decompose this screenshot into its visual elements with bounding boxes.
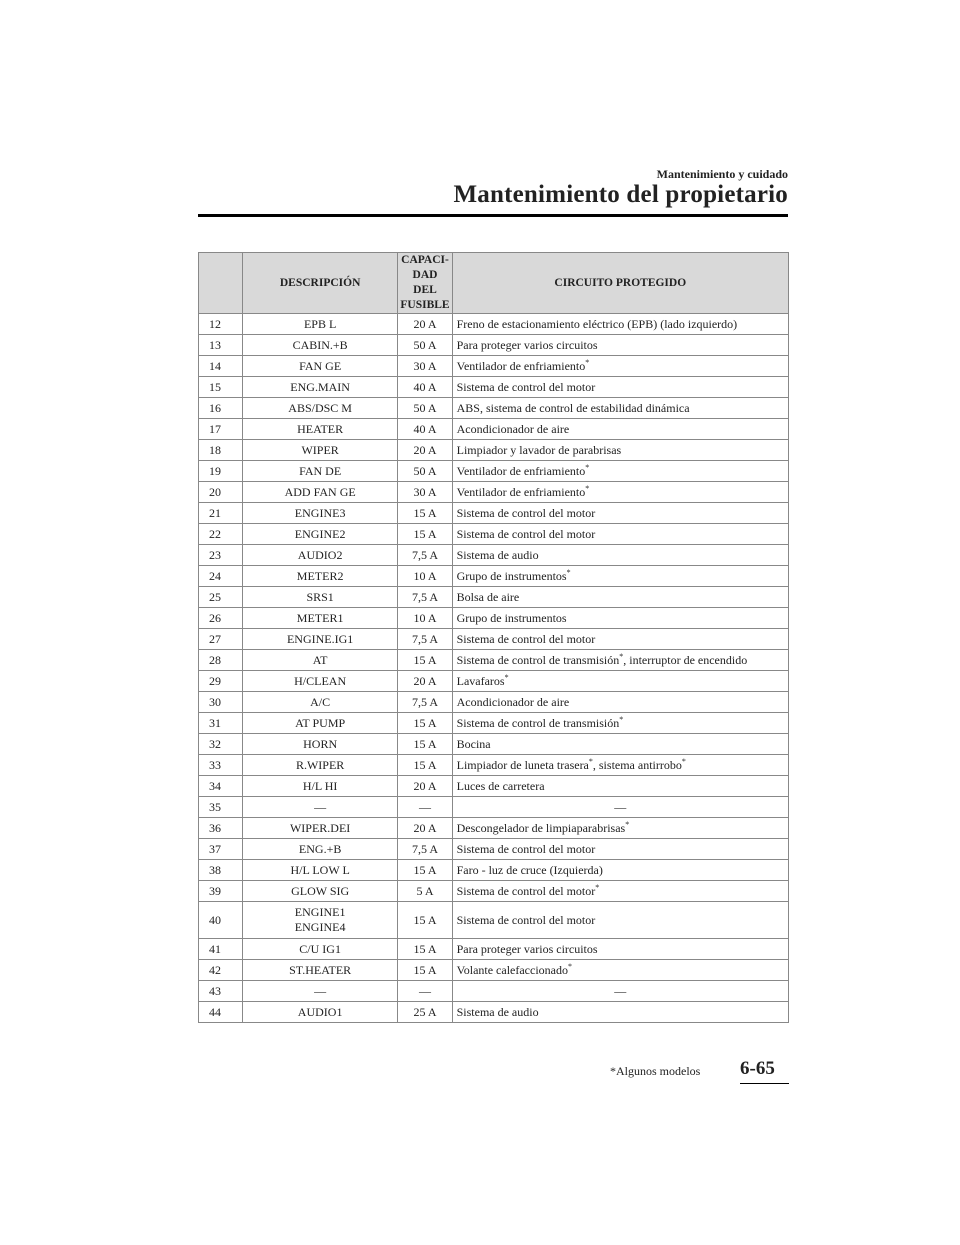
table-row xyxy=(199,671,789,692)
circuit-text: Acondicionador de aire xyxy=(456,694,570,709)
circuit-text: Para proteger varios circuitos xyxy=(456,941,598,956)
fuse-capacity: 15 A xyxy=(398,524,452,545)
protected-circuit xyxy=(452,860,788,881)
fuse-description-line: ADD FAN GE xyxy=(284,484,356,499)
fuse-number: 18 xyxy=(199,440,243,461)
fuse-number: 36 xyxy=(199,818,243,839)
fuse-number: 30 xyxy=(199,692,243,713)
circuit-text: Faro - luz de cruce (Izquierda) xyxy=(456,862,603,877)
table-header-row xyxy=(199,253,789,314)
protected-circuit xyxy=(452,650,788,671)
fuse-description-line: EPB L xyxy=(303,316,337,331)
fuse-capacity: 20 A xyxy=(398,818,452,839)
fuse-capacity: 20 A xyxy=(398,776,452,797)
protected-circuit xyxy=(452,839,788,860)
table-row xyxy=(199,1002,789,1023)
protected-circuit xyxy=(452,960,788,981)
fuse-capacity: 15 A xyxy=(398,902,452,939)
fuse-description-line: H/L LOW L xyxy=(290,862,350,877)
circuit-text: , interruptor de encendido xyxy=(623,652,748,667)
fuse-number: 33 xyxy=(199,755,243,776)
protected-circuit xyxy=(452,881,788,902)
fuse-number: 15 xyxy=(199,377,243,398)
circuit-text: Freno de estacionamiento eléctrico (EPB) (lado izquierdo) xyxy=(456,316,738,331)
circuit-text: , sistema antirrobo xyxy=(592,757,682,772)
table-row xyxy=(199,566,789,587)
footnote-marker: * xyxy=(566,567,571,577)
circuit-text: Sistema de control de transmisión xyxy=(456,715,620,730)
fuse-number: 14 xyxy=(199,356,243,377)
fuse-description xyxy=(242,713,398,734)
footnote-marker: * xyxy=(585,357,590,367)
fuse-capacity: 7,5 A xyxy=(398,587,452,608)
table-row xyxy=(199,440,789,461)
fuse-description-line: ENG.+B xyxy=(298,841,342,856)
protected-circuit xyxy=(452,629,788,650)
section-subtitle: Mantenimiento y cuidado xyxy=(656,167,788,181)
protected-circuit xyxy=(452,545,788,566)
fuse-description-line: ENGINE3 xyxy=(294,505,346,520)
fuse-description xyxy=(242,482,398,503)
protected-circuit xyxy=(452,1002,788,1023)
header-divider xyxy=(198,214,788,217)
fuse-number: 43 xyxy=(199,981,243,1002)
protected-circuit xyxy=(452,734,788,755)
header-capacity-line2: DAD DEL xyxy=(412,269,438,296)
circuit-text: Limpiador de luneta trasera xyxy=(456,757,589,772)
fuse-description xyxy=(242,587,398,608)
fuse-number: 44 xyxy=(199,1002,243,1023)
fuse-description xyxy=(242,671,398,692)
protected-circuit xyxy=(452,335,788,356)
fuse-capacity: 50 A xyxy=(398,461,452,482)
circuit-text: Luces de carretera xyxy=(456,778,545,793)
header-number xyxy=(199,253,243,314)
table-row xyxy=(199,377,789,398)
protected-circuit xyxy=(452,566,788,587)
fuse-description-line: A/C xyxy=(310,694,331,709)
circuit-text: Grupo de instrumentos xyxy=(456,568,567,583)
protected-circuit xyxy=(452,440,788,461)
table-row xyxy=(199,545,789,566)
circuit-text: Para proteger varios circuitos xyxy=(456,337,598,352)
circuit-text: Grupo de instrumentos xyxy=(456,610,567,625)
fuse-number: 17 xyxy=(199,419,243,440)
fuse-capacity: 15 A xyxy=(398,755,452,776)
page-number: 6-65 xyxy=(740,1058,775,1079)
header-capacity-line3: FUSIBLE xyxy=(400,299,450,311)
circuit-text: Sistema de control de transmisión xyxy=(456,652,620,667)
table-row xyxy=(199,356,789,377)
circuit-text: — xyxy=(614,983,627,998)
fuse-description-line: H/CLEAN xyxy=(294,673,347,688)
fuse-description xyxy=(242,503,398,524)
fuse-description-line: WIPER xyxy=(301,442,339,457)
circuit-text: Acondicionador de aire xyxy=(456,421,570,436)
table-row xyxy=(199,939,789,960)
protected-circuit xyxy=(452,608,788,629)
fuse-description xyxy=(242,524,398,545)
fuse-number: 37 xyxy=(199,839,243,860)
fuse-description xyxy=(242,377,398,398)
fuse-capacity: 20 A xyxy=(398,314,452,335)
fuse-description-line: AUDIO1 xyxy=(297,1004,343,1019)
circuit-text: Sistema de control del motor xyxy=(456,526,596,541)
table-row xyxy=(199,860,789,881)
protected-circuit xyxy=(452,776,788,797)
fuse-number: 38 xyxy=(199,860,243,881)
circuit-text: Sistema de control del motor xyxy=(456,505,596,520)
footnote-marker: * xyxy=(585,462,590,472)
table-row xyxy=(199,797,789,818)
fuse-description xyxy=(242,356,398,377)
fuse-description xyxy=(242,734,398,755)
fuse-capacity: 15 A xyxy=(398,650,452,671)
fuse-description-line: FAN DE xyxy=(299,463,342,478)
fuse-description-line: METER2 xyxy=(296,568,344,583)
fuse-description-line: CABIN.+B xyxy=(292,337,348,352)
circuit-text: Ventilador de enfriamiento xyxy=(456,484,586,499)
table-row xyxy=(199,524,789,545)
circuit-text: Sistema de control del motor xyxy=(456,841,596,856)
fuse-number: 13 xyxy=(199,335,243,356)
fuse-number: 24 xyxy=(199,566,243,587)
protected-circuit xyxy=(452,671,788,692)
fuse-description xyxy=(242,818,398,839)
table-row xyxy=(199,419,789,440)
header-capacity-line1: CAPACI- xyxy=(401,254,449,266)
fuse-table xyxy=(198,252,789,1023)
table-row xyxy=(199,881,789,902)
protected-circuit xyxy=(452,524,788,545)
table-row xyxy=(199,713,789,734)
table-row xyxy=(199,314,789,335)
circuit-text: Lavafaros xyxy=(456,673,505,688)
fuse-capacity: 5 A xyxy=(398,881,452,902)
protected-circuit xyxy=(452,503,788,524)
fuse-description-line: ST.HEATER xyxy=(289,962,352,977)
table-row xyxy=(199,335,789,356)
protected-circuit xyxy=(452,419,788,440)
fuse-description xyxy=(242,960,398,981)
footnote-marker: * xyxy=(625,819,630,829)
protected-circuit xyxy=(452,755,788,776)
fuse-description xyxy=(242,629,398,650)
footnote-marker: * xyxy=(588,756,593,766)
page-number-underline xyxy=(740,1083,789,1084)
fuse-number: 12 xyxy=(199,314,243,335)
fuse-number: 21 xyxy=(199,503,243,524)
fuse-description xyxy=(242,314,398,335)
circuit-text: Sistema de audio xyxy=(456,1004,539,1019)
fuse-number: 42 xyxy=(199,960,243,981)
fuse-capacity: 15 A xyxy=(398,860,452,881)
fuse-capacity: 40 A xyxy=(398,419,452,440)
fuse-capacity: 7,5 A xyxy=(398,692,452,713)
protected-circuit xyxy=(452,461,788,482)
fuse-description-line: R.WIPER xyxy=(295,757,345,772)
fuse-description-line: AT PUMP xyxy=(295,715,346,730)
fuse-description-line: ENG.MAIN xyxy=(290,379,350,394)
fuse-capacity: 10 A xyxy=(398,608,452,629)
footnote-marker: * xyxy=(585,483,590,493)
fuse-number: 20 xyxy=(199,482,243,503)
page-title: Mantenimiento del propietario xyxy=(453,181,788,208)
fuse-description-line: FAN GE xyxy=(299,358,342,373)
fuse-description xyxy=(242,1002,398,1023)
table-row xyxy=(199,692,789,713)
fuse-number: 27 xyxy=(199,629,243,650)
circuit-text: Ventilador de enfriamiento xyxy=(456,463,586,478)
fuse-number: 28 xyxy=(199,650,243,671)
table-row xyxy=(199,608,789,629)
fuse-description xyxy=(242,608,398,629)
table-row xyxy=(199,755,789,776)
table-row xyxy=(199,734,789,755)
fuse-capacity: 10 A xyxy=(398,566,452,587)
fuse-capacity: 15 A xyxy=(398,960,452,981)
fuse-description xyxy=(242,860,398,881)
fuse-description xyxy=(242,461,398,482)
circuit-text: Sistema de control del motor xyxy=(456,912,596,927)
protected-circuit xyxy=(452,587,788,608)
circuit-text: Descongelador de limpiaparabrisas xyxy=(456,820,626,835)
protected-circuit xyxy=(452,377,788,398)
fuse-number: 29 xyxy=(199,671,243,692)
fuse-description xyxy=(242,335,398,356)
fuse-description-line: H/L HI xyxy=(302,778,338,793)
fuse-description-line: WIPER.DEI xyxy=(289,820,351,835)
fuse-number: 41 xyxy=(199,939,243,960)
footnote-marker: * xyxy=(504,672,509,682)
fuse-description-line: HEATER xyxy=(297,421,344,436)
fuse-number: 23 xyxy=(199,545,243,566)
fuse-description-line: SRS1 xyxy=(306,589,334,604)
fuse-description-line: ENGINE2 xyxy=(294,526,346,541)
fuse-description-line: AUDIO2 xyxy=(297,547,343,562)
fuse-number: 34 xyxy=(199,776,243,797)
table-row xyxy=(199,902,789,939)
table-row xyxy=(199,650,789,671)
circuit-text: Volante calefaccionado xyxy=(456,962,568,977)
fuse-capacity: 30 A xyxy=(398,356,452,377)
fuse-number: 40 xyxy=(199,902,243,939)
fuse-capacity: 15 A xyxy=(398,734,452,755)
circuit-text: Limpiador y lavador de parabrisas xyxy=(456,442,622,457)
footnote-marker: * xyxy=(595,882,600,892)
table-row xyxy=(199,776,789,797)
protected-circuit xyxy=(452,713,788,734)
fuse-capacity: 7,5 A xyxy=(398,545,452,566)
footnote-marker: * xyxy=(619,714,624,724)
fuse-capacity: 30 A xyxy=(398,482,452,503)
table-row xyxy=(199,587,789,608)
protected-circuit xyxy=(452,939,788,960)
fuse-capacity: — xyxy=(398,981,452,1002)
protected-circuit xyxy=(452,981,788,1002)
fuse-description xyxy=(242,398,398,419)
fuse-number: 25 xyxy=(199,587,243,608)
fuse-capacity: 25 A xyxy=(398,1002,452,1023)
fuse-description xyxy=(242,650,398,671)
fuse-capacity: 20 A xyxy=(398,671,452,692)
circuit-text: Sistema de audio xyxy=(456,547,539,562)
footnote: *Algunos modelos xyxy=(610,1064,701,1078)
table-row xyxy=(199,839,789,860)
circuit-text: ABS, sistema de control de estabilidad dinámica xyxy=(456,400,690,415)
fuse-number: 19 xyxy=(199,461,243,482)
table-row xyxy=(199,818,789,839)
fuse-description xyxy=(242,440,398,461)
protected-circuit xyxy=(452,797,788,818)
footnote-marker: * xyxy=(681,756,686,766)
footnote-marker: * xyxy=(568,961,572,971)
fuse-description-line: ENGINE1 xyxy=(294,905,346,919)
fuse-description xyxy=(242,776,398,797)
fuse-number: 26 xyxy=(199,608,243,629)
header-description: DESCRIPCIÓN xyxy=(242,253,398,314)
table-row xyxy=(199,629,789,650)
fuse-capacity: 7,5 A xyxy=(398,839,452,860)
fuse-description xyxy=(242,419,398,440)
header-capacity xyxy=(398,253,452,314)
protected-circuit xyxy=(452,398,788,419)
table-row xyxy=(199,482,789,503)
fuse-capacity: — xyxy=(398,797,452,818)
fuse-capacity: 7,5 A xyxy=(398,629,452,650)
fuse-capacity: 50 A xyxy=(398,398,452,419)
fuse-number: 22 xyxy=(199,524,243,545)
fuse-capacity: 20 A xyxy=(398,440,452,461)
fuse-number: 35 xyxy=(199,797,243,818)
fuse-description xyxy=(242,939,398,960)
fuse-capacity: 15 A xyxy=(398,503,452,524)
header-circuit: CIRCUITO PROTEGIDO xyxy=(452,253,788,314)
fuse-description xyxy=(242,755,398,776)
footnote-marker: * xyxy=(619,651,624,661)
fuse-description-line: ABS/DSC M xyxy=(288,400,352,415)
fuse-description-line: GLOW SIG xyxy=(291,883,350,898)
circuit-text: Bocina xyxy=(456,736,491,751)
protected-circuit xyxy=(452,818,788,839)
table-row xyxy=(199,960,789,981)
circuit-text: Sistema de control del motor xyxy=(456,883,596,898)
table-row xyxy=(199,503,789,524)
fuse-description xyxy=(242,902,398,939)
protected-circuit xyxy=(452,314,788,335)
fuse-capacity: 15 A xyxy=(398,713,452,734)
protected-circuit xyxy=(452,356,788,377)
fuse-description xyxy=(242,566,398,587)
fuse-description xyxy=(242,881,398,902)
fuse-description-line: ENGINE4 xyxy=(294,920,346,934)
fuse-description xyxy=(242,545,398,566)
fuse-description-line: AT xyxy=(312,652,328,667)
fuse-description-line: C/U IG1 xyxy=(299,941,341,956)
fuse-description xyxy=(242,839,398,860)
table-row xyxy=(199,398,789,419)
fuse-description xyxy=(242,981,398,1002)
fuse-capacity: 50 A xyxy=(398,335,452,356)
circuit-text: Bolsa de aire xyxy=(456,589,520,604)
fuse-description-line: ENGINE.IG1 xyxy=(286,631,354,646)
fuse-description-line: — xyxy=(314,983,327,998)
fuse-description xyxy=(242,692,398,713)
table-row xyxy=(199,461,789,482)
fuse-number: 32 xyxy=(199,734,243,755)
circuit-text: Sistema de control del motor xyxy=(456,631,596,646)
protected-circuit xyxy=(452,482,788,503)
fuse-description-line: — xyxy=(314,799,327,814)
protected-circuit xyxy=(452,902,788,939)
table-body xyxy=(199,314,789,1023)
fuse-description xyxy=(242,797,398,818)
fuse-description-line: METER1 xyxy=(296,610,344,625)
fuse-number: 16 xyxy=(199,398,243,419)
circuit-text: — xyxy=(614,799,627,814)
fuse-number: 31 xyxy=(199,713,243,734)
fuse-capacity: 15 A xyxy=(398,939,452,960)
fuse-description-line: HORN xyxy=(303,736,338,751)
protected-circuit xyxy=(452,692,788,713)
table-row xyxy=(199,981,789,1002)
fuse-number: 39 xyxy=(199,881,243,902)
circuit-text: Ventilador de enfriamiento xyxy=(456,358,586,373)
circuit-text: Sistema de control del motor xyxy=(456,379,596,394)
fuse-capacity: 40 A xyxy=(398,377,452,398)
